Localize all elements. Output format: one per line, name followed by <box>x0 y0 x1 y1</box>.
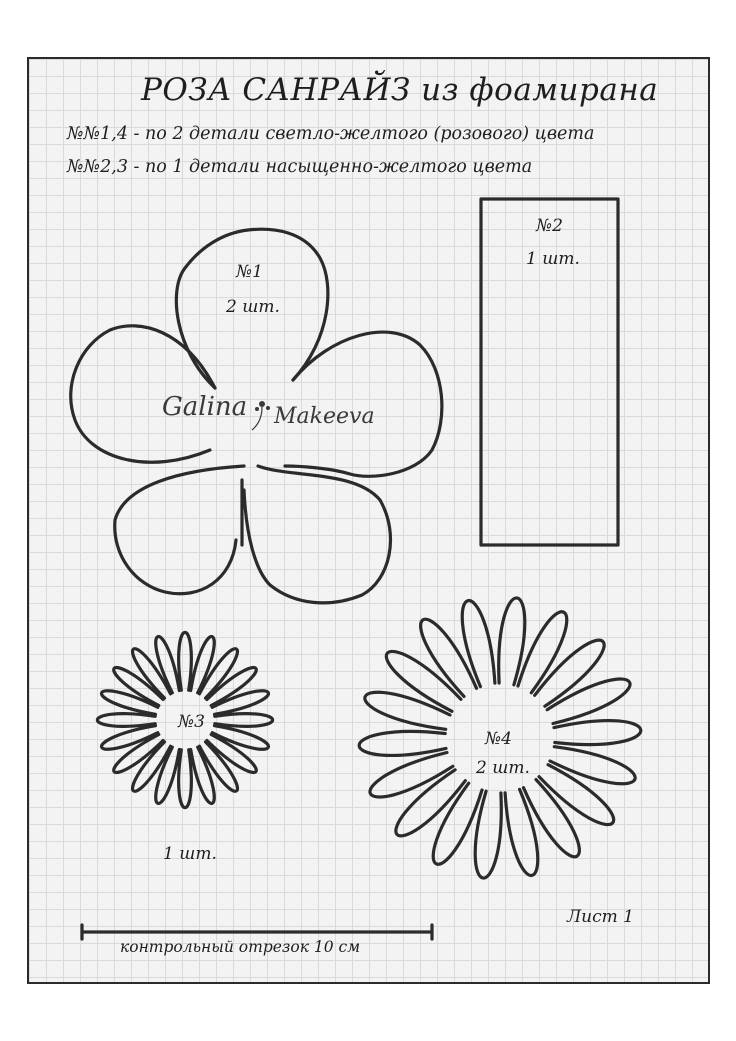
part-2-number: №2 <box>536 216 563 236</box>
watermark-first-name: Galina <box>162 392 248 422</box>
instruction-line-1: №№1,4 - по 2 детали светло-желтого (розового) цвета <box>67 124 595 144</box>
watermark-flower-icon <box>252 401 270 430</box>
part-3-number: №3 <box>178 712 205 732</box>
part-4-number: №4 <box>485 729 512 749</box>
sheet-number: Лист 1 <box>567 907 634 927</box>
part-1-five-petal-flower <box>71 229 442 603</box>
part-1-qty: 2 шт. <box>226 297 280 317</box>
part-4-qty: 2 шт. <box>476 758 530 778</box>
part-2-qty: 1 шт. <box>526 249 580 269</box>
part-1-number: №1 <box>236 262 263 282</box>
scale-bar <box>82 925 432 939</box>
page-title: РОЗА САНРАЙЗ из фоамирана <box>141 72 659 108</box>
part-3-qty: 1 шт. <box>163 844 217 864</box>
instruction-line-2: №№2,3 - по 1 детали насыщенно-желтого цвета <box>67 157 533 177</box>
scale-bar-label: контрольный отрезок 10 см <box>120 938 361 956</box>
watermark-last-name: Makeeva <box>274 404 375 429</box>
